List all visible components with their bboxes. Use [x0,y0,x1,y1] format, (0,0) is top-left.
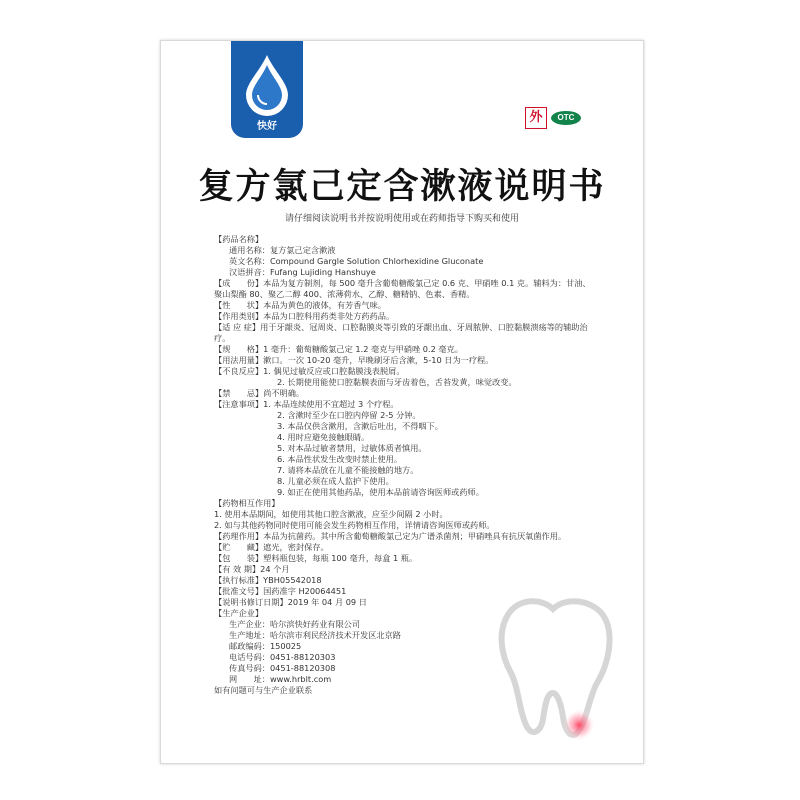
otc-badges [525,107,581,129]
water-drop-icon [242,53,292,117]
logo-text: 快好 [257,121,277,132]
drug-name-header: 【药品名称】 [214,234,264,244]
instruction-sheet [160,40,644,764]
contact-note: 如有问题可与生产企业联系 [214,685,313,695]
usage-dosage: 【用法用量】漱口。一次 10-20 毫升，早晚刷牙后含漱，5-10 日为一疗程。 [214,355,494,365]
storage: 【贮 藏】遮光，密封保存。 [214,542,329,552]
external-use-badge: 外 [525,107,547,129]
precaution-item: 9. 如正在使用其他药品，使用本品前请咨询医师或药师。 [277,487,484,497]
document-title: 复方氯己定含漱液说明书 [198,166,606,207]
precaution-item: 2. 含漱时至少在口腔内停留 2-5 分钟。 [277,410,421,420]
indications: 【适 应 症】用于牙龈炎、冠周炎、口腔黏膜炎等引致的牙龈出血、牙周脓肿、口腔黏膜溃疡等的辅助治疗。 [214,322,588,343]
manufacturer-line: 生产企业：哈尔滨快好药业有限公司 [229,619,361,629]
adverse-reaction-2: 2. 长期使用能使口腔黏膜表面与牙齿着色，舌苔发黄，味觉改变。 [277,377,517,387]
precaution-item: 3. 本品仅供含漱用，含漱后吐出，不得咽下。 [277,421,443,431]
precaution-item: 5. 对本品过敏者禁用，过敏体质者慎用。 [277,443,427,453]
approval-number: 【批准文号】国药准字 H20064451 [214,586,347,596]
character: 【性 状】本品为黄色的液体，有芳香气味。 [214,300,386,310]
revision-date: 【说明书修订日期】2019 年 04 月 09 日 [214,597,367,607]
manufacturer-line: 电话号码：0451-88120303 [229,652,336,662]
tooth-illustration [491,593,621,743]
manufacturer-line: 生产地址：哈尔滨市利民经济技术开发区北京路 [229,630,401,640]
package: 【包 装】塑料瓶包装，每瓶 100 毫升，每盒 1 瓶。 [214,553,418,563]
interactions-1: 1. 使用本品期间，如使用其他口腔含漱液，应至少间隔 2 小时。 [214,509,448,519]
brand-logo [231,41,303,138]
generic-name: 通用名称：复方氯己定含漱液 [229,245,336,255]
pinyin-name: 汉语拼音：Fufang Lujiding Hanshuye [229,267,376,277]
precaution-item: 6. 本品性状发生改变时禁止使用。 [277,454,403,464]
validity: 【有 效 期】24 个月 [214,564,290,574]
pharmacology: 【药理作用】本品为抗菌药。其中所含葡萄糖酸氯己定为广谱杀菌剂；甲硝唑具有抗厌氧菌作用。 [214,531,567,541]
manufacturer-line: 传真号码：0451-88120308 [229,663,336,673]
document-subtitle: 请仔细阅读说明书并按说明使用或在药师指导下购买和使用 [284,214,519,224]
adverse-reaction-1: 【不良反应】1. 偶见过敏反应或口腔黏膜浅表脱屑。 [214,366,405,376]
manufacturer-header: 【生产企业】 [214,608,264,618]
manufacturer-line: 网 址：www.hrblt.com [229,674,332,684]
precaution-item: 4. 用时应避免接触眼睛。 [277,432,370,442]
manufacturer-line: 邮政编码：150025 [229,641,302,651]
ingredients: 【成 份】本品为复方制剂，每 500 毫升含葡萄糖酸氯己定 0.6 克、甲硝唑 0.1 克。辅料为：甘油、聚山梨酯 80、聚乙二醇 400、浓薄荷水、乙醇、糖精钠、色素、香精。 [214,278,591,299]
specification: 【规 格】1 毫升：葡萄糖酸氯己定 1.2 毫克与甲硝唑 0.2 毫克。 [214,344,463,354]
precaution-item: 7. 请将本品放在儿童不能接触的地方。 [277,465,419,475]
interactions-2: 2. 如与其他药物同时使用可能会发生药物相互作用，详情请咨询医师或药师。 [214,520,495,530]
interactions-header: 【药物相互作用】 [214,498,280,508]
category: 【作用类别】本品为口腔科用药类非处方药药品。 [214,311,395,321]
precaution-item: 【注意事项】1. 本品连续使用不宜超过 3 个疗程。 [214,399,399,409]
contraindications: 【禁 忌】尚不明确。 [214,388,305,398]
precaution-item: 8. 儿童必须在成人监护下使用。 [277,476,394,486]
otc-badge: OTC [551,111,581,125]
standard: 【执行标准】YBH05542018 [214,575,322,585]
english-name: 英文名称：Compound Gargle Solution Chlorhexidine Gluconate [229,256,484,266]
